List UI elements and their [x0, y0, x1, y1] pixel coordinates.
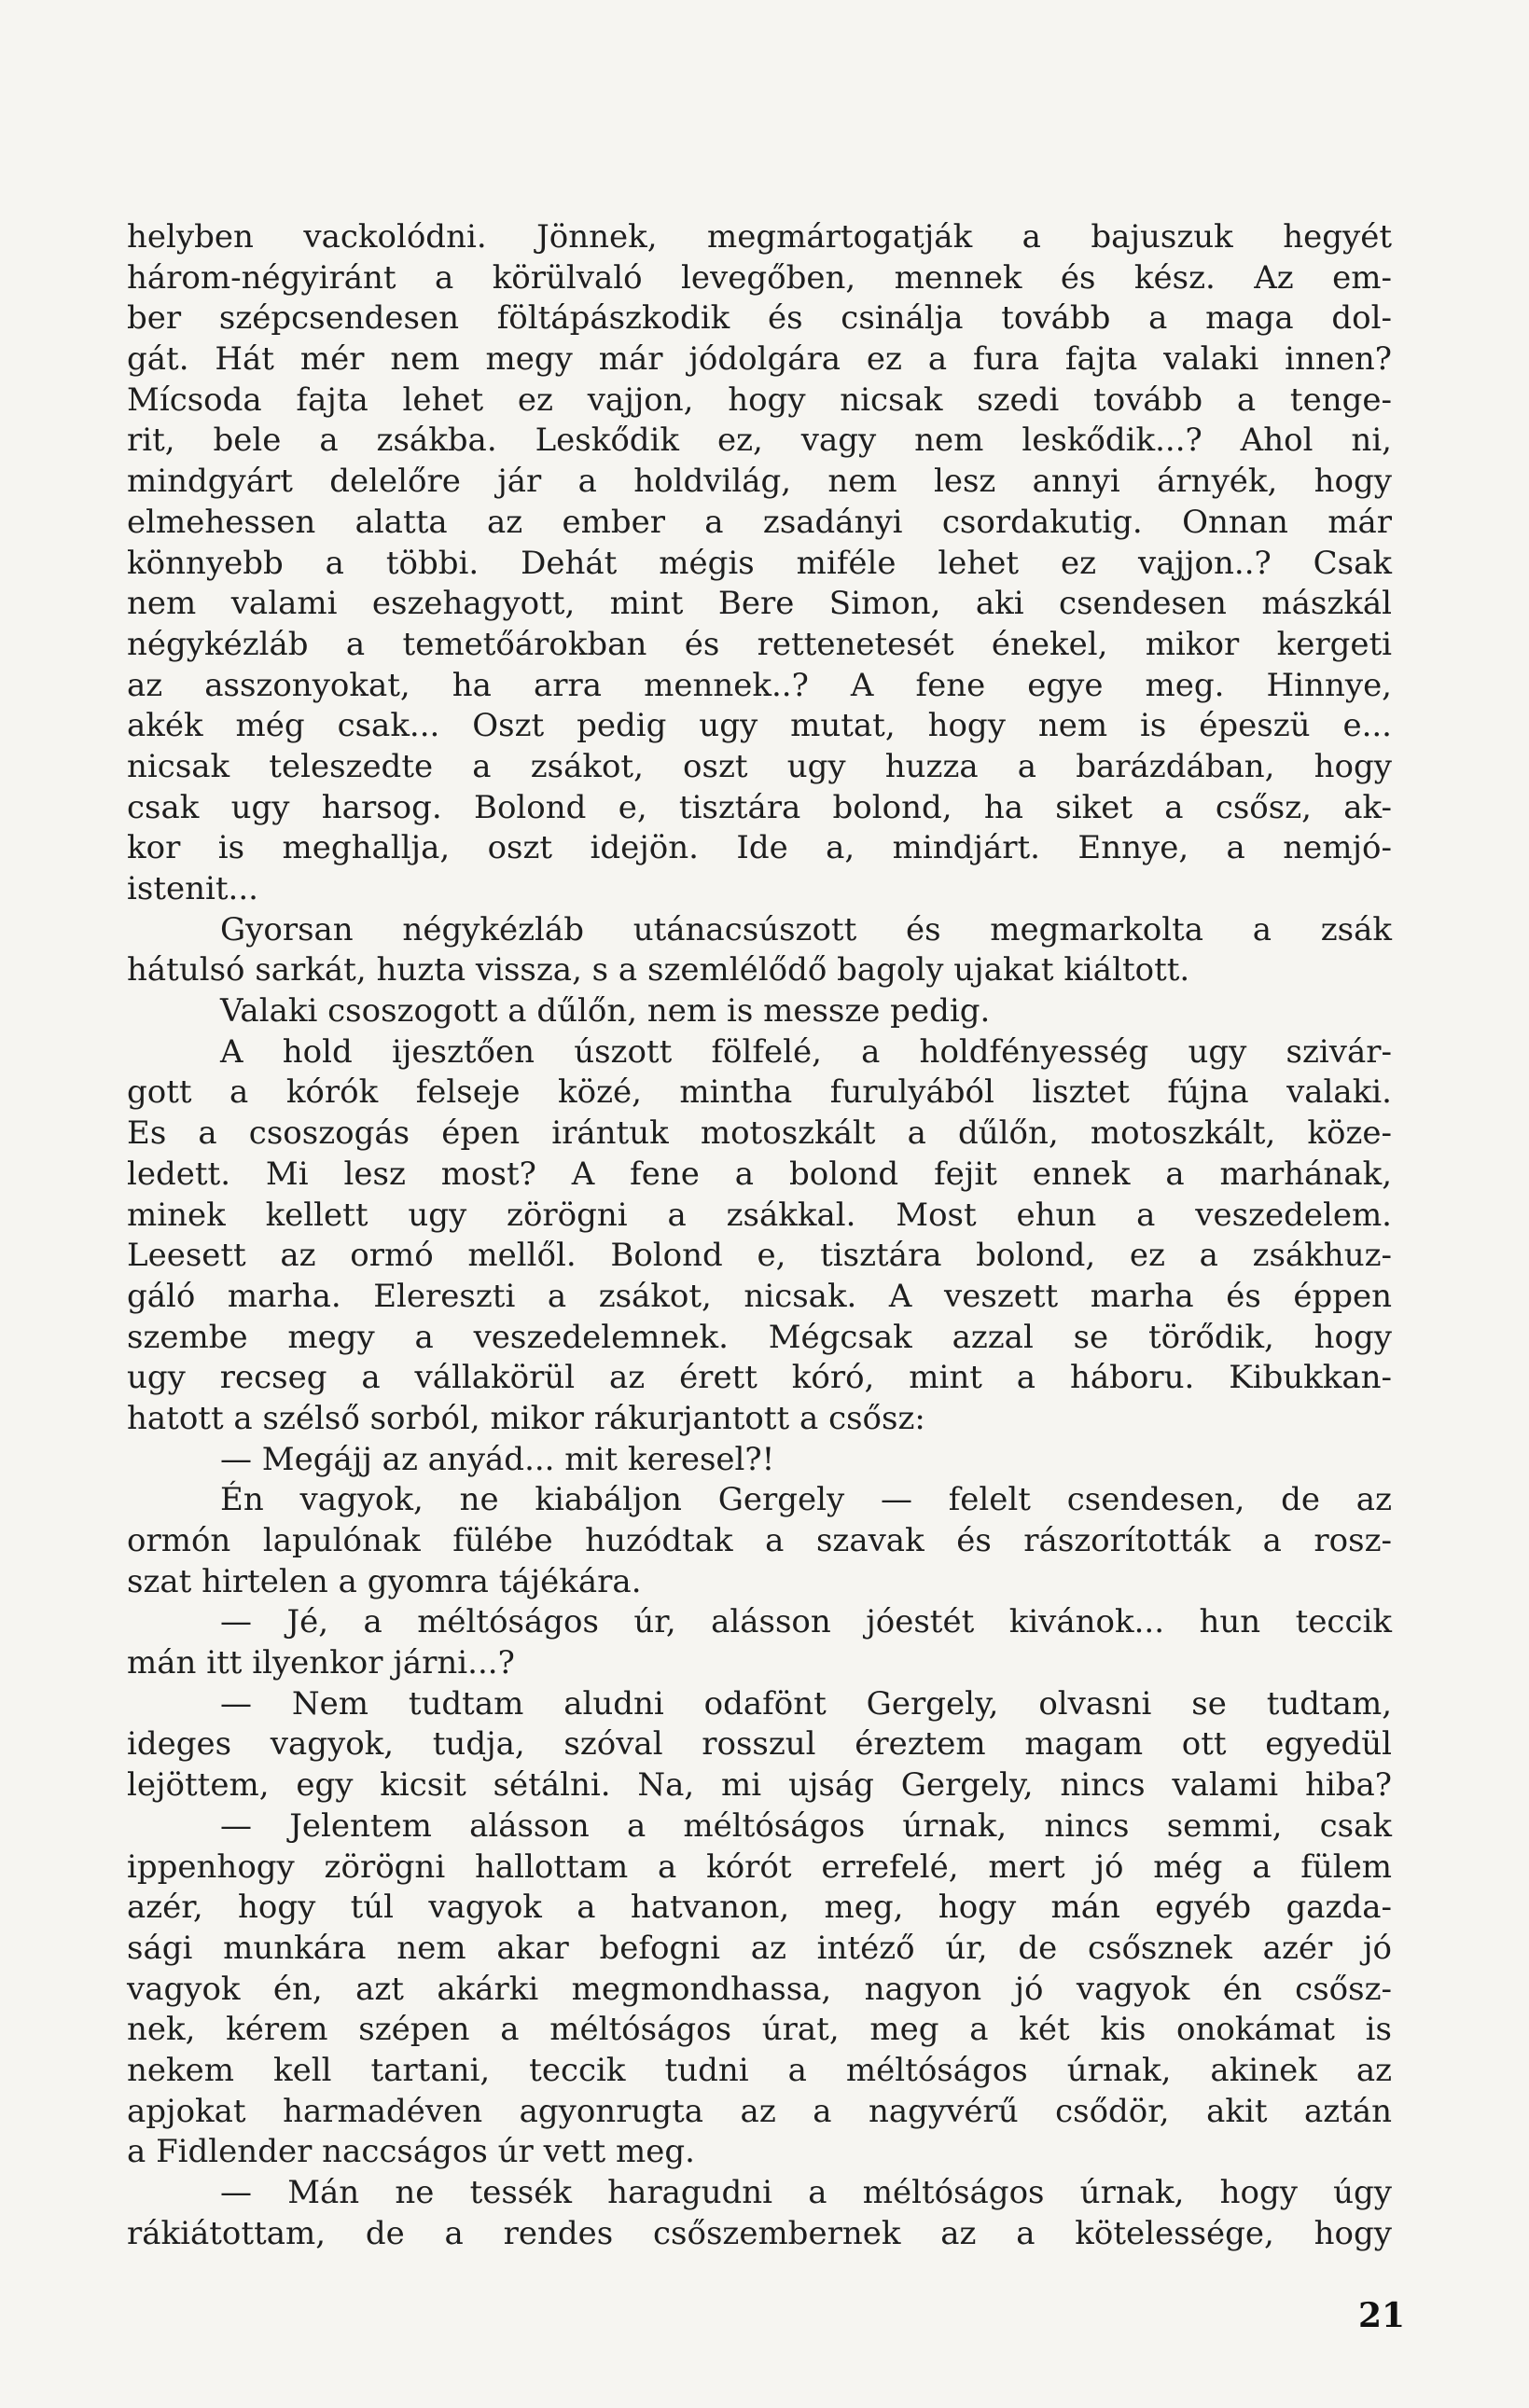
text-line: Valaki csoszogott a dűlőn, nem is messze pedig.	[220, 992, 991, 1031]
text-line: a Fidlender naccságos úr vett meg.	[127, 2133, 695, 2171]
text-line: — Jelentem alásson a méltóságos úrnak, nincs semmi, csak	[220, 1806, 1392, 1845]
text-line: apjokat harmadéven agyonrugta az a nagyvérű csődör, akit aztán	[127, 2092, 1392, 2130]
text-line: akék még csak... Oszt pedig ugy mutat, hogy nem is épeszü e...	[127, 707, 1392, 745]
text-line: — Nem tudtam aludni odafönt Gergely, olvasni se tudtam,	[220, 1684, 1392, 1723]
text-line: sági munkára nem akar befogni az intéző úr, de csősznek azér jó	[127, 1929, 1392, 1967]
text-line: lejöttem, egy kicsit sétálni. Na, mi ujság Gergely, nincs valami hiba?	[127, 1766, 1392, 1805]
text-line: helyben vackolódni. Jönnek, megmártogatják a bajuszuk hegyét	[127, 218, 1392, 256]
text-line: szat hirtelen a gyomra tájékára.	[127, 1562, 642, 1600]
text-line: ideges vagyok, tudja, szóval rosszul éreztem magam ott egyedül	[127, 1725, 1392, 1764]
text-line: ippenhogy zörögni hallottam a kórót errefelé, mert jó még a fülem	[127, 1848, 1392, 1886]
text-line: mán itt ilyenkor járni...?	[127, 1644, 515, 1682]
page-number: 21	[1358, 2296, 1406, 2335]
text-line: Gyorsan négykézláb utánacsúszott és megmarkolta a zsák	[220, 910, 1392, 948]
text-line: hátulsó sarkát, huzta vissza, s a szemlélődő bagoly ujakat kiáltott.	[127, 951, 1190, 989]
text-line: minek kellett ugy zörögni a zsákkal. Most ehun a veszedelem.	[127, 1196, 1392, 1234]
text-line: elmehessen alatta az ember a zsadányi csordakutig. Onnan már	[127, 503, 1392, 541]
text-line: — Jé, a méltóságos úr, alásson jóestét kivánok... hun teccik	[220, 1603, 1392, 1641]
text-line: Leesett az ormó mellől. Bolond e, tisztára bolond, ez a zsákhuz-	[127, 1237, 1392, 1275]
text-line: A hold ijesztően úszott fölfelé, a holdfényesség ugy szivár-	[220, 1032, 1392, 1071]
text-line: gáló marha. Elereszti a zsákot, nicsak. A veszett marha és éppen	[127, 1277, 1392, 1315]
text-line: Es a csoszogás épen irántuk motoszkált a dűlőn, motoszkált, köze-	[127, 1114, 1392, 1153]
text-line: vagyok én, azt akárki megmondhassa, nagyon jó vagyok én csősz-	[127, 1970, 1392, 2008]
text-line: könnyebb a többi. Dehát mégis miféle lehet ez vajjon..? Csak	[127, 544, 1392, 582]
text-line: mindgyárt delelőre jár a holdvilág, nem lesz annyi árnyék, hogy	[127, 463, 1392, 501]
text-line: hatott a szélső sorból, mikor rákurjantott a csősz:	[127, 1399, 925, 1437]
text-line: rit, bele a zsákba. Leskődik ez, vagy nem leskődik...? Ahol ni,	[127, 422, 1392, 460]
text-line: csak ugy harsog. Bolond e, tisztára bolond, ha siket a csősz, ak-	[127, 788, 1392, 826]
text-line: ormón lapulónak fülébe huzódtak a szavak és rászorították a rosz-	[127, 1522, 1392, 1559]
text-line: Mícsoda fajta lehet ez vajjon, hogy nicsak szedi tovább a tenge-	[127, 381, 1392, 419]
text-line: gát. Hát mér nem megy már jódolgára ez a fura fajta valaki innen?	[127, 340, 1392, 379]
text-line: nek, kérem szépen a méltóságos úrat, meg a két kis onokámat is	[127, 2011, 1392, 2049]
text-line: három-négyiránt a körülvaló levegőben, mennek és kész. Az em-	[127, 258, 1392, 297]
body-text	[127, 217, 1392, 2254]
text-line: rákiátottam, de a rendes csőszembernek az a kötelessége, hogy	[127, 2214, 1392, 2252]
text-line: négykézláb a temetőárokban és rettenetesét énekel, mikor kergeti	[127, 625, 1392, 663]
text-line: gott a kórók felseje közé, mintha furulyából lisztet fújna valaki.	[127, 1073, 1392, 1112]
text-line: ugy recseg a vállakörül az érett kóró, mint a háboru. Kibukkan-	[127, 1359, 1392, 1397]
text-line: az asszonyokat, ha arra mennek..? A fene egye meg. Hinnye,	[127, 666, 1392, 704]
text-line: ber szépcsendesen föltápászkodik és csinálja tovább a maga dol-	[127, 299, 1392, 338]
text-line: nicsak teleszedte a zsákot, oszt ugy huzza a barázdában, hogy	[127, 747, 1392, 785]
text-line: istenit...	[127, 870, 258, 907]
text-line: ledett. Mi lesz most? A fene a bolond fejit ennek a marhának,	[127, 1155, 1392, 1193]
text-line: szembe megy a veszedelemnek. Mégcsak azzal se törődik, hogy	[127, 1318, 1392, 1356]
text-line: Én vagyok, ne kiabáljon Gergely — felelt csendesen, de az	[220, 1481, 1392, 1519]
text-line: kor is meghallja, oszt idejön. Ide a, mindjárt. Ennye, a nemjó-	[127, 829, 1392, 867]
text-line: — Mán ne tessék haragudni a méltóságos úrnak, hogy úgy	[220, 2174, 1392, 2211]
text-line: nem valami eszehagyott, mint Bere Simon, aki csendesen mászkál	[127, 585, 1392, 623]
text-line: azér, hogy túl vagyok a hatvanon, meg, hogy mán egyéb gazda-	[127, 1889, 1392, 1927]
text-line: nekem kell tartani, teccik tudni a méltóságos úrnak, akinek az	[127, 2051, 1392, 2089]
text-line: — Megájj az anyád... mit keresel?!	[220, 1440, 775, 1478]
